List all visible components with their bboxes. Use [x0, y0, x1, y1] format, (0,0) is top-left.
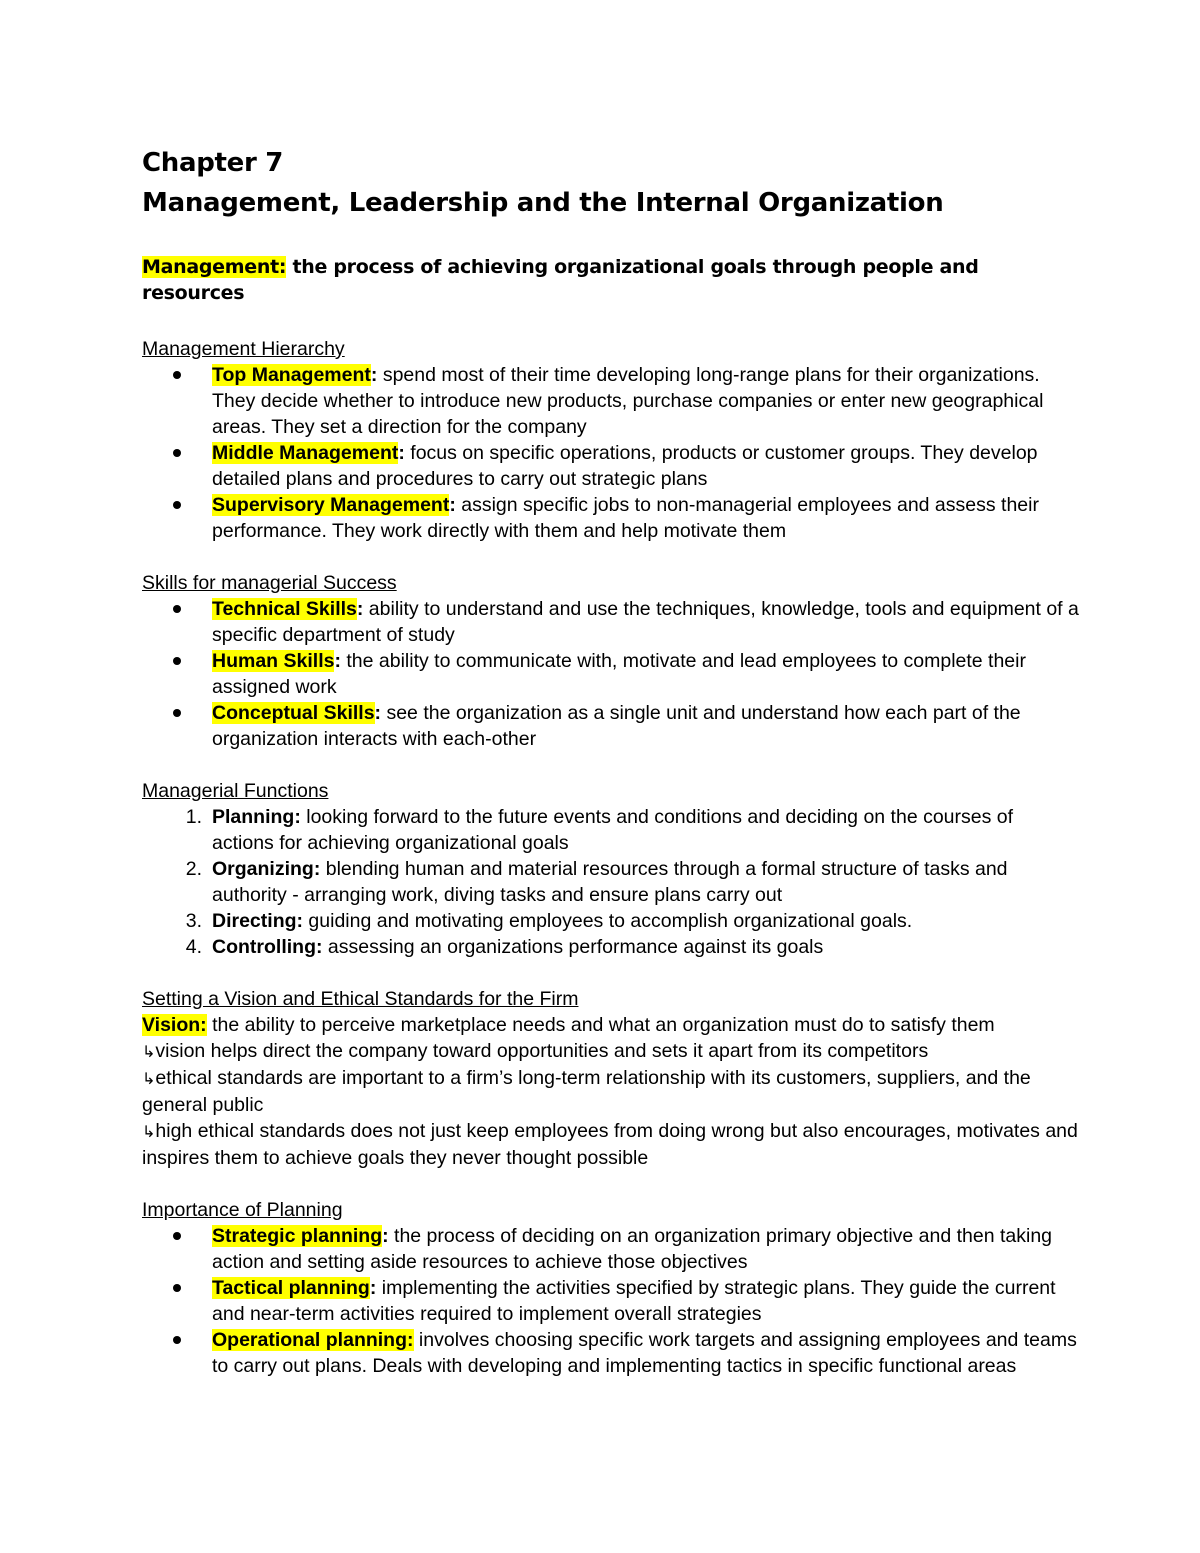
term-separator: : — [374, 702, 382, 724]
section-managerial-skills — [142, 570, 1080, 752]
section-heading: Management Hierarchy — [142, 338, 345, 360]
bullet-icon — [173, 657, 181, 665]
item-text: spend most of their time developing long-range plans for their organizations. They decide whether to introduce new products, purchase companies or enter new geographical areas. They set a direction for the company — [212, 364, 1044, 438]
list-item — [142, 362, 1080, 440]
highlighted-term: Supervisory Management — [212, 494, 450, 516]
list-item — [142, 1223, 1080, 1275]
item-text: see the organization as a single unit and understand how each part of the organization interacts with each-other — [212, 702, 1021, 750]
item-text: implementing the activities specified by strategic plans. They guide the current and near-term activities required to implement overall strategies — [212, 1277, 1056, 1325]
chapter-title: Management, Leadership and the Internal Organization — [142, 188, 944, 218]
return-arrow-icon: ↳ — [142, 1042, 156, 1061]
list-item — [142, 1275, 1080, 1327]
section-vision-ethics — [142, 986, 1080, 1171]
definition-text: the process of achieving organizational goals through people and resources — [142, 256, 979, 304]
item-text: guiding and motivating employees to accomplish organizational goals. — [303, 910, 913, 932]
note-text: high ethical standards does not just keep employees from doing wrong but also encourages, motivates and inspires them to achieve goals they never thought possible — [142, 1120, 1078, 1169]
item-text: assessing an organizations performance against its goals — [322, 936, 824, 958]
term-separator: : — [398, 442, 405, 464]
highlighted-term: Top Management — [212, 364, 371, 386]
highlighted-term: Middle Management — [212, 442, 399, 464]
item-text: looking forward to the future events and conditions and deciding on the courses of actions for achieving organizational goals — [212, 806, 1014, 854]
highlighted-term: Tactical planning — [212, 1277, 370, 1299]
list-item — [142, 700, 1080, 752]
list-item — [142, 856, 1080, 908]
highlighted-term: Management: — [142, 256, 287, 278]
highlighted-term: Conceptual Skills — [212, 702, 375, 724]
note-text: ethical standards are important to a firm’s long-term relationship with its customers, suppliers, and the general public — [142, 1067, 1031, 1116]
section-management-hierarchy — [142, 336, 1080, 544]
note-text: vision helps direct the company toward opportunities and sets it apart from its competitors — [155, 1040, 929, 1062]
term-separator: : — [370, 364, 378, 386]
definition-text: the ability to perceive marketplace needs and what an organization must do to satisfy them — [206, 1014, 995, 1036]
highlighted-term: Vision: — [142, 1014, 207, 1036]
arrow-note — [142, 1038, 1080, 1065]
bullet-list — [142, 362, 1080, 544]
bullet-icon — [173, 1284, 181, 1292]
item-text: ability to understand and use the techniques, knowledge, tools and equipment of a specific department of study — [212, 598, 1079, 646]
item-term: Controlling: — [212, 936, 323, 958]
term-separator: : — [334, 650, 341, 672]
section-heading: Importance of Planning — [142, 1199, 343, 1221]
item-term: Directing: — [212, 910, 304, 932]
vision-definition — [142, 1012, 1080, 1038]
bullet-icon — [173, 605, 181, 613]
highlighted-term: Strategic planning — [212, 1225, 383, 1247]
highlighted-term: Operational planning: — [212, 1329, 414, 1351]
section-heading: Skills for managerial Success — [142, 572, 397, 594]
arrow-note — [142, 1065, 1080, 1118]
list-number: 4. — [185, 936, 202, 958]
item-text: the ability to communicate with, motivate and lead employees to complete their assigned work — [212, 650, 1026, 698]
term-separator: : — [356, 598, 364, 620]
chapter-number: Chapter 7 — [142, 148, 284, 178]
list-item — [142, 648, 1080, 700]
item-text: involves choosing specific work targets and assigning employees and teams to carry out plans. Deals with developing and implementing tactics in specific functional areas — [212, 1329, 1077, 1377]
arrow-note — [142, 1118, 1080, 1171]
list-item — [142, 492, 1080, 544]
list-item — [142, 440, 1080, 492]
bullet-icon — [173, 449, 181, 457]
list-item — [142, 908, 1080, 934]
term-separator: : — [382, 1225, 389, 1247]
item-term: Organizing: — [212, 858, 321, 880]
item-text: the process of deciding on an organization primary objective and then taking action and setting aside resources to achieve those objectives — [212, 1225, 1053, 1273]
list-item — [142, 1327, 1080, 1379]
management-definition — [142, 254, 1080, 306]
list-item — [142, 804, 1080, 856]
return-arrow-icon: ↳ — [142, 1069, 156, 1088]
item-text: focus on specific operations, products or customer groups. They develop detailed plans and procedures to carry out strategic plans — [212, 442, 1038, 490]
bullet-icon — [173, 501, 181, 509]
list-item — [142, 596, 1080, 648]
term-separator: : — [449, 494, 456, 516]
bullet-icon — [173, 709, 181, 717]
bullet-list — [142, 1223, 1080, 1379]
section-heading: Setting a Vision and Ethical Standards for the Firm — [142, 988, 579, 1010]
section-importance-of-planning — [142, 1197, 1080, 1379]
highlighted-term: Technical Skills — [212, 598, 357, 620]
return-arrow-icon: ↳ — [142, 1122, 156, 1141]
item-text: assign specific jobs to non-managerial employees and assess their performance. They work directly with them and help motivate them — [212, 494, 1039, 542]
section-heading: Managerial Functions — [142, 780, 329, 802]
term-separator: : — [369, 1277, 377, 1299]
bullet-icon — [173, 1336, 181, 1344]
section-managerial-functions — [142, 778, 1080, 960]
item-term: Planning: — [212, 806, 301, 828]
list-number: 1. — [185, 806, 202, 828]
bullet-icon — [173, 371, 181, 379]
numbered-list — [142, 804, 1080, 960]
highlighted-term: Human Skills — [212, 650, 335, 672]
list-item — [142, 934, 1080, 960]
bullet-icon — [173, 1232, 181, 1240]
list-number: 2. — [185, 858, 202, 880]
bullet-list — [142, 596, 1080, 752]
list-number: 3. — [185, 910, 202, 932]
item-text: blending human and material resources through a formal structure of tasks and authority - arranging work, diving tasks and ensure plans carry out — [212, 858, 1008, 906]
